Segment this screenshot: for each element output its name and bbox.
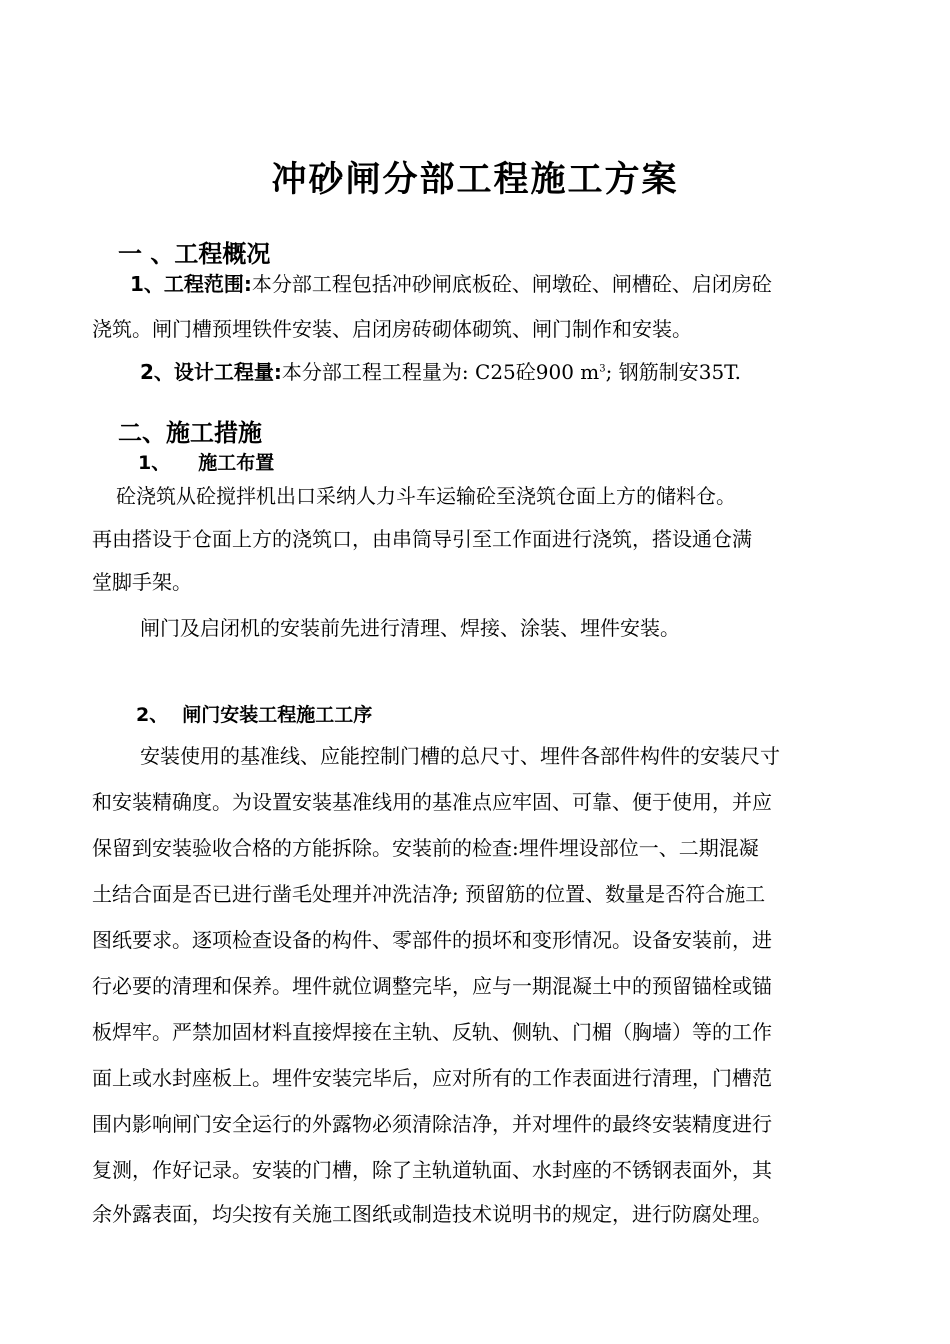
subsection1-title: 施工布置 bbox=[198, 452, 275, 474]
quantity-text-a: 本分部工程工程量为: C25砼900 m bbox=[281, 360, 600, 384]
subsection2-heading bbox=[136, 700, 372, 730]
procedure-line-9: 围内影响闸门安全运行的外露物必须清除洁净，并对埋件的最终安装精度进行 bbox=[92, 1112, 772, 1136]
document-title: 冲砂闸分部工程施工方案 bbox=[271, 160, 679, 200]
procedure-line-3: 保留到安装验收合格的方能拆除。安装前的检查:埋件埋设部位一、二期混凝 bbox=[92, 836, 759, 860]
layout-line-4: 闸门及启闭机的安装前先进行清理、焊接、涂装、埋件安装。 bbox=[140, 616, 680, 640]
procedure-line-1: 安装使用的基准线、应能控制门槽的总尺寸、埋件各部件构件的安装尺寸 bbox=[140, 744, 780, 768]
procedure-line-7: 板焊牢。严禁加固材料直接焊接在主轨、反轨、侧轨、门楣（胸墙）等的工作 bbox=[92, 1020, 772, 1044]
layout-line-1: 砼浇筑从砼搅拌机出口采纳人力斗车运输砼至浇筑仓面上方的储料仓。 bbox=[116, 484, 736, 508]
subsection1-heading bbox=[138, 448, 274, 478]
quantity-label: 2、设计工程量: bbox=[140, 360, 282, 384]
scope-line-1 bbox=[130, 268, 772, 300]
layout-line-2: 再由搭设于仓面上方的浇筑口，由串筒导引至工作面进行浇筑，搭设通仓满 bbox=[92, 527, 752, 551]
scope-line-2: 浇筑。闸门槽预埋铁件安装、启闭房砖砌体砌筑、闸门制作和安装。 bbox=[92, 317, 692, 341]
subsection1-number: 1、 bbox=[138, 452, 171, 474]
subsection2-title: 闸门安装工程施工工序 bbox=[182, 704, 373, 726]
scope-label: 1、工程范围: bbox=[130, 272, 252, 296]
procedure-line-8: 面上或水封座板上。埋件安装完毕后，应对所有的工作表面进行清理，门槽范 bbox=[92, 1066, 772, 1090]
scope-text-1: 本分部工程包括冲砂闸底板砼、闸墩砼、闸槽砼、启闭房砼 bbox=[251, 272, 772, 296]
subsection2-number: 2、 bbox=[136, 704, 169, 726]
procedure-line-5: 图纸要求。逐项检查设备的构件、零部件的损坏和变形情况。设备安装前，进 bbox=[92, 928, 772, 952]
procedure-line-6: 行必要的清理和保养。埋件就位调整完毕，应与一期混凝土中的预留锚栓或锚 bbox=[92, 974, 772, 998]
quantity-line bbox=[140, 356, 741, 388]
procedure-line-11: 余外露表面，均尖按有关施工图纸或制造技术说明书的规定，进行防腐处理。 bbox=[92, 1202, 772, 1226]
quantity-text-b: ; 钢筋制安35T. bbox=[605, 360, 741, 384]
quantity-unit-sup: 3 bbox=[599, 363, 606, 375]
procedure-line-10: 复测，作好记录。安装的门槽，除了主轨道轨面、水封座的不锈钢表面外，其 bbox=[92, 1158, 772, 1182]
procedure-line-4: 土结合面是否已进行凿毛处理并冲洗洁净; 预留筋的位置、数量是否符合施工 bbox=[92, 882, 766, 906]
section2-heading: 二、施工措施 bbox=[118, 419, 262, 447]
procedure-line-2: 和安装精确度。为设置安装基准线用的基准点应牢固、可靠、便于使用，并应 bbox=[92, 790, 772, 814]
layout-line-3: 堂脚手架。 bbox=[92, 570, 192, 594]
section1-heading: 一 、工程概况 bbox=[118, 240, 271, 268]
